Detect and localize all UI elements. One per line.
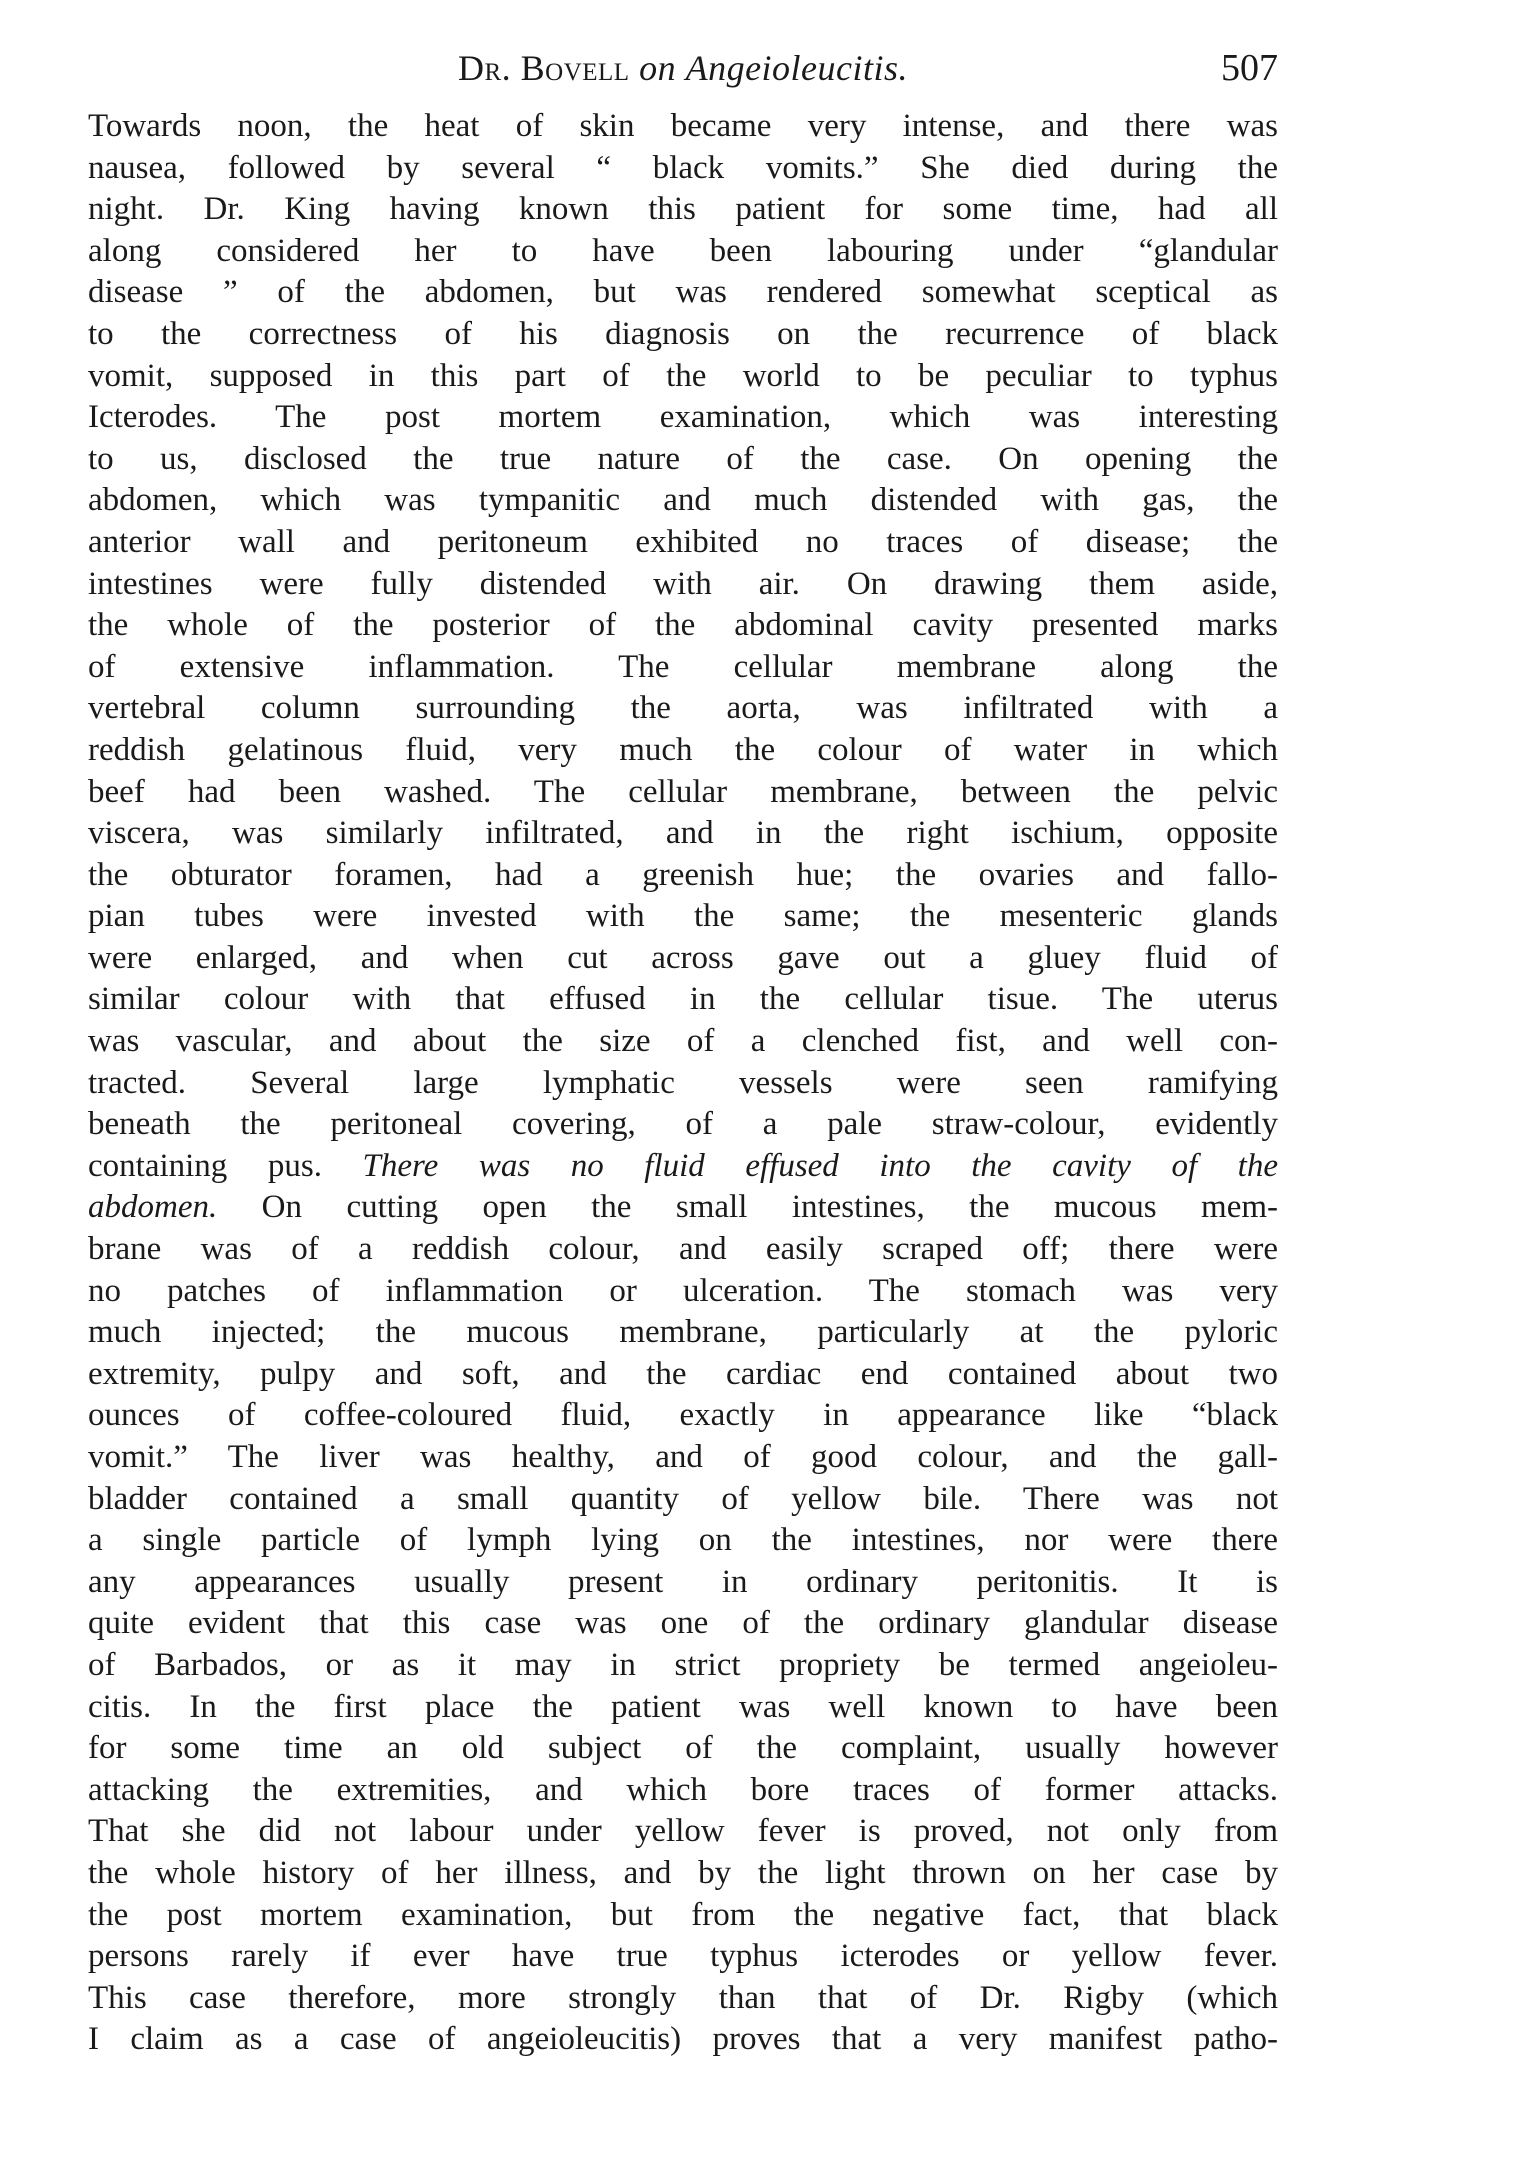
text-line: to the correctness of his diagnosis on the recurrence of black bbox=[88, 315, 1278, 352]
text-line: That she did not labour under yellow fever is proved, not only from bbox=[88, 1813, 1278, 1850]
header-connector: on bbox=[639, 48, 677, 88]
text-line: the post mortem examination, but from the negative fact, that black bbox=[88, 1896, 1278, 1933]
text-line: bladder contained a small quantity of yellow bile. There was not bbox=[88, 1480, 1278, 1517]
text-line: vertebral column surrounding the aorta, was infiltrated with a bbox=[88, 690, 1278, 727]
text-line: attacking the extremities, and which bore traces of former attacks. bbox=[88, 1771, 1278, 1808]
text-line: beneath the peritoneal covering, of a pale straw-colour, evidently bbox=[88, 1106, 1278, 1143]
italic-text-segment: There was no fluid effused into the cavity of the bbox=[362, 1147, 1278, 1184]
page-number: 507 bbox=[1221, 47, 1278, 89]
page-header bbox=[88, 40, 1278, 96]
text-line: along considered her to have been labouring under “glandular bbox=[88, 232, 1278, 269]
text-line: no patches of inflammation or ulceration. The stomach was very bbox=[88, 1272, 1278, 1309]
text-line-with-italic bbox=[88, 1146, 1278, 1188]
running-title bbox=[88, 40, 1278, 96]
text-line: for some time an old subject of the complaint, usually however bbox=[88, 1730, 1278, 1767]
text-line: reddish gelatinous fluid, very much the colour of water in which bbox=[88, 731, 1278, 768]
text-line: the obturator foramen, had a greenish hue; the ovaries and fallo- bbox=[88, 856, 1278, 893]
text-line: nausea, followed by several “ black vomits.” She died during the bbox=[88, 149, 1278, 186]
text-line: Towards noon, the heat of skin became very intense, and there was bbox=[88, 108, 1278, 144]
text-line: of Barbados, or as it may in strict propriety be termed angeioleu- bbox=[88, 1646, 1278, 1683]
text-line: was vascular, and about the size of a clenched fist, and well con- bbox=[88, 1023, 1278, 1060]
text-line: extremity, pulpy and soft, and the cardiac end contained about two bbox=[88, 1355, 1278, 1392]
text-line: disease ” of the abdomen, but was rendered somewhat sceptical as bbox=[88, 274, 1278, 311]
text-line: brane was of a reddish colour, and easily scraped off; there were bbox=[88, 1231, 1278, 1268]
text-line: vomit, supposed in this part of the world to be peculiar to typhus bbox=[88, 357, 1278, 394]
text-line: viscera, was similarly infiltrated, and in the right ischium, opposite bbox=[88, 815, 1278, 852]
text-line: the whole of the posterior of the abdominal cavity presented marks bbox=[88, 607, 1278, 644]
text-line: Icterodes. The post mortem examination, which was interesting bbox=[88, 399, 1278, 436]
text-line: were enlarged, and when cut across gave out a gluey fluid of bbox=[88, 939, 1278, 976]
text-line: any appearances usually present in ordinary peritonitis. It is bbox=[88, 1563, 1278, 1600]
text-line: of extensive inflammation. The cellular membrane along the bbox=[88, 648, 1278, 685]
text-line: intestines were fully distended with air. On drawing them aside, bbox=[88, 565, 1278, 602]
text-segment: On cutting open the small intestines, the mucous mem- bbox=[217, 1189, 1278, 1226]
text-line: anterior wall and peritoneum exhibited no traces of disease; the bbox=[88, 523, 1278, 560]
text-line: similar colour with that effused in the cellular tisue. The uterus bbox=[88, 981, 1278, 1018]
text-line: citis. In the first place the patient was well known to have been bbox=[88, 1688, 1278, 1725]
text-line: persons rarely if ever have true typhus icterodes or yellow fever. bbox=[88, 1938, 1278, 1975]
text-line: ounces of coffee-coloured fluid, exactly in appearance like “black bbox=[88, 1397, 1278, 1434]
text-line: This case therefore, more strongly than that of Dr. Rigby (which bbox=[88, 1979, 1278, 2016]
text-line-with-italic bbox=[88, 1187, 1278, 1229]
header-topic: Angeioleucitis. bbox=[685, 48, 909, 88]
text-line: tracted. Several large lymphatic vessels were seen ramifying bbox=[88, 1064, 1278, 1101]
text-line: the whole history of her illness, and by the light thrown on her case by bbox=[88, 1854, 1278, 1891]
text-line: I claim as a case of angeioleucitis) proves that a very manifest patho- bbox=[88, 2021, 1278, 2058]
text-line: quite evident that this case was one of the ordinary glandular disease bbox=[88, 1605, 1278, 1642]
text-line: to us, disclosed the true nature of the case. On opening the bbox=[88, 440, 1278, 477]
italic-text-segment: abdomen. bbox=[88, 1189, 218, 1226]
text-line: vomit.” The liver was healthy, and of good colour, and the gall- bbox=[88, 1439, 1278, 1475]
header-author: Dr. Bovell bbox=[457, 48, 630, 88]
text-line: pian tubes were invested with the same; the mesenteric glands bbox=[88, 898, 1278, 935]
text-segment: containing pus. bbox=[88, 1147, 363, 1184]
text-line: much injected; the mucous membrane, particularly at the pyloric bbox=[88, 1314, 1278, 1351]
text-line: abdomen, which was tympanitic and much distended with gas, the bbox=[88, 482, 1278, 519]
text-line: a single particle of lymph lying on the intestines, nor were there bbox=[88, 1522, 1278, 1559]
text-line: beef had been washed. The cellular membrane, between the pelvic bbox=[88, 773, 1278, 810]
text-line: night. Dr. King having known this patient for some time, had all bbox=[88, 191, 1278, 228]
body-text bbox=[88, 106, 1278, 2061]
